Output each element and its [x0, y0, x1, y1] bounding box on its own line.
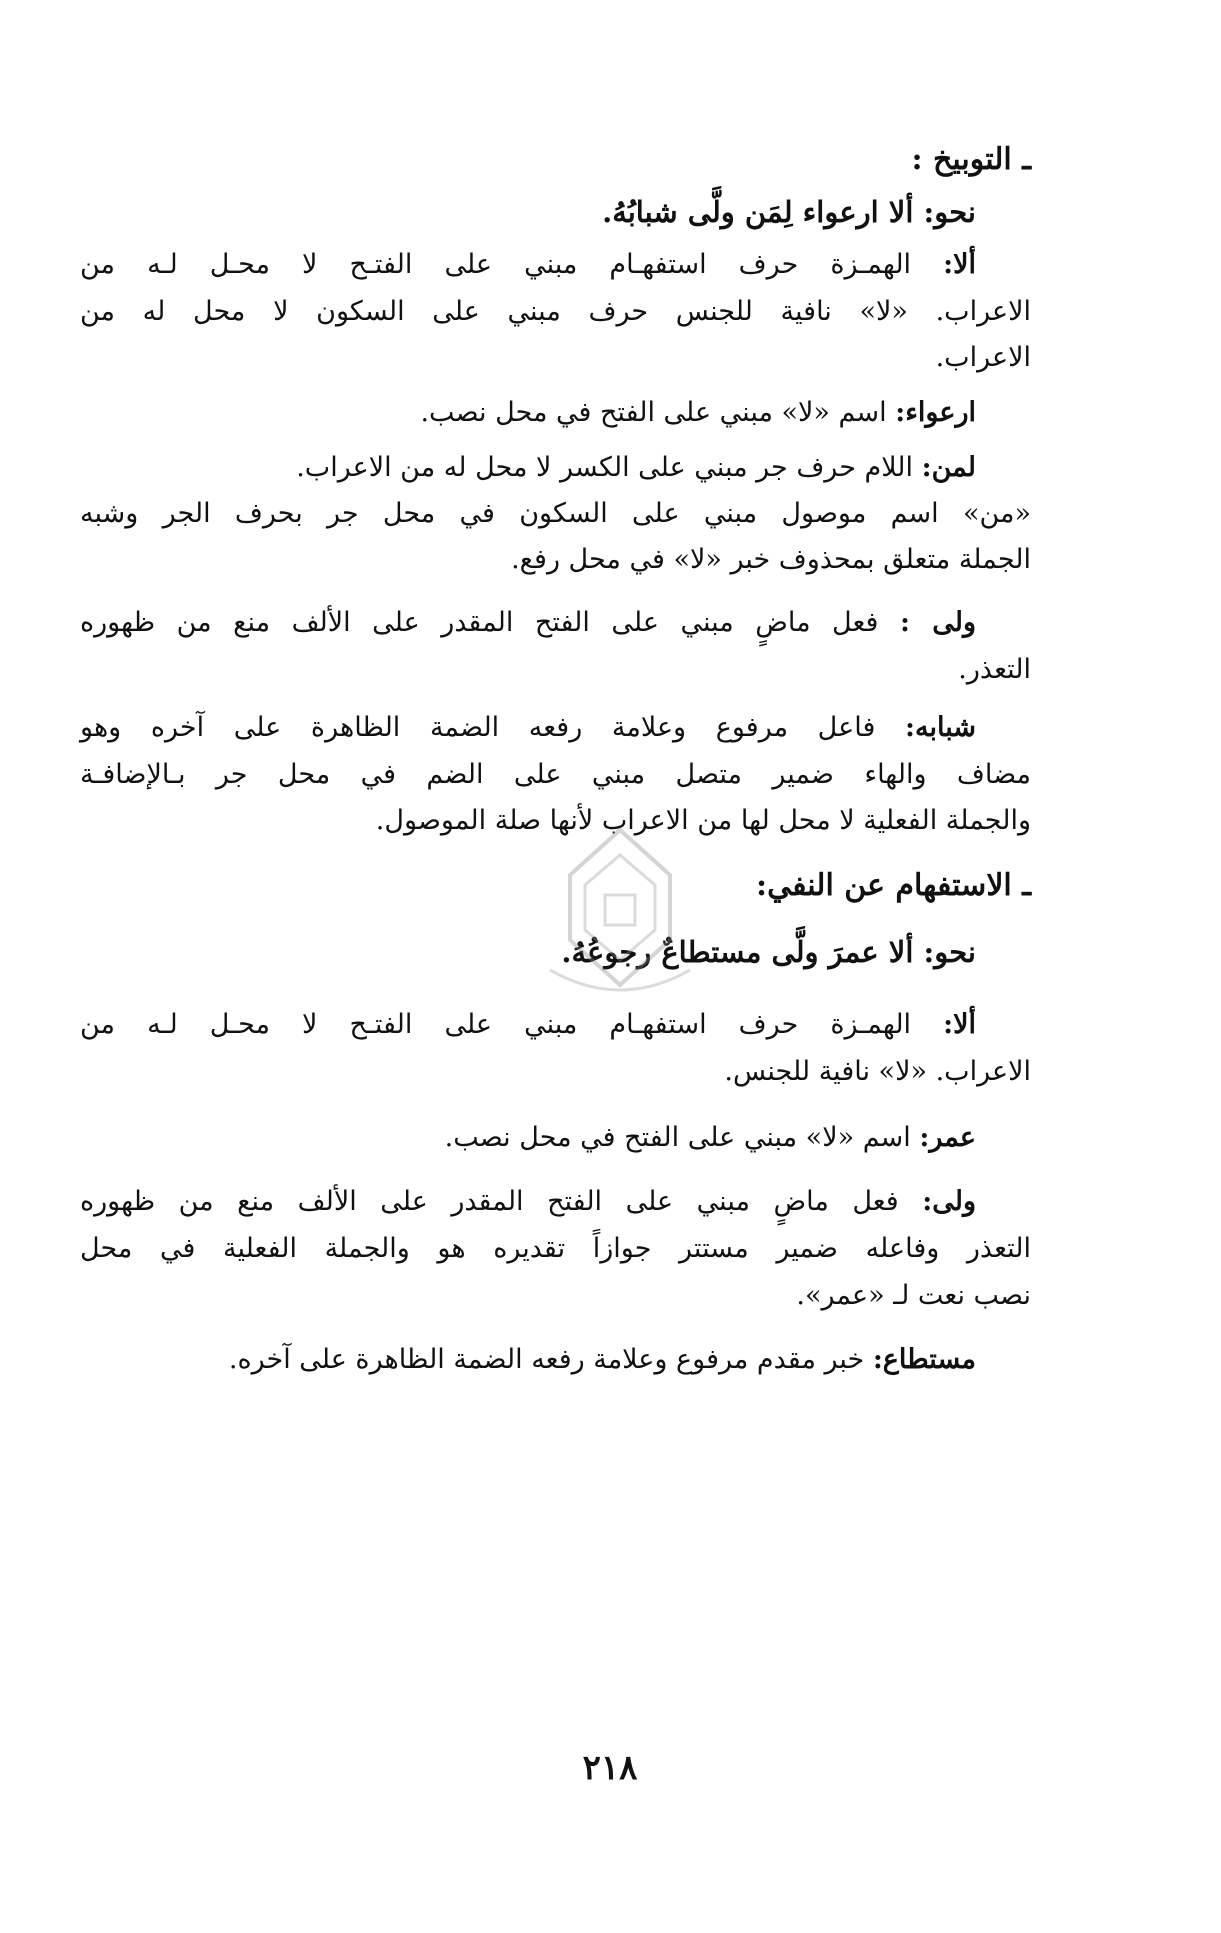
analysis-label: ارعواء:: [895, 397, 976, 428]
analysis-text: فعل ماضٍ مبني على الفتح المقدر على الألف منع من ظهوره: [80, 607, 879, 638]
analysis-text: فعل ماضٍ مبني على الفتح المقدر على الألف منع من ظهوره: [80, 1186, 899, 1217]
analysis-line: [80, 494, 1031, 534]
analysis-text: التعذر وفاعله ضمير مستتر جوازاً تقديره هو والجملة الفعلية في محل: [80, 1233, 1031, 1264]
example-prefix: نحو:: [923, 935, 976, 969]
analysis-text: مضاف والهاء ضمير متصل مبني على الضم في محل جر بـالإضافـة: [80, 759, 1031, 790]
analysis-text: خبر مقدم مرفوع وعلامة رفعه الضمة الظاهرة على آخره.: [228, 1344, 865, 1375]
analysis-text: فاعل مرفوع وعلامة رفعه الضمة الظاهرة على آخره وهو: [80, 712, 876, 743]
analysis-line: [80, 650, 1031, 690]
analysis-text: والجملة الفعلية لا محل لها من الاعراب لأنها صلة الموصول.: [375, 805, 1031, 836]
analysis-label: مستطاع:: [872, 1344, 976, 1375]
section-heading: [80, 140, 1031, 180]
analysis-text: «من» اسم موصول مبني على السكون في محل جر بحرف الجر وشبه: [80, 498, 1031, 529]
analysis-line: [80, 292, 1031, 332]
heading-text: ـ الاستفهام عن النفي:: [756, 868, 1031, 903]
analysis-label: ألا:: [943, 249, 976, 280]
analysis-text: الهمـزة حرف استفهـام مبني على الفتـح لا محـل لـه من: [80, 249, 912, 280]
analysis-line: [80, 1052, 1031, 1092]
analysis-text: الاعراب. «لا» نافية للجنس حرف مبني على السكون لا محل له من: [80, 296, 1031, 327]
analysis-text: الاعراب. «لا» نافية للجنس.: [724, 1056, 1031, 1087]
analysis-text: التعذر.: [958, 654, 1031, 685]
analysis-line: [80, 393, 1031, 433]
analysis-line: [80, 1340, 1031, 1380]
analysis-line: [80, 448, 1031, 488]
analysis-line: [80, 708, 1031, 748]
example-text: ألا ارعواء لِمَن ولَّى شبابُهُ.: [602, 195, 914, 229]
analysis-line: [80, 540, 1031, 580]
analysis-label: عمر:: [919, 1122, 976, 1153]
analysis-text: الهمـزة حرف استفهـام مبني على الفتـح لا محـل لـه من: [80, 1009, 912, 1040]
analysis-label: ألا:: [943, 1009, 976, 1040]
heading-text: ـ التوبيخ :: [911, 142, 1031, 177]
analysis-line: [80, 245, 1031, 285]
page-number: ٢١٨: [582, 1748, 638, 1788]
analysis-text: نصب نعت لـ «عمر».: [796, 1280, 1031, 1311]
analysis-label: لمن:: [921, 452, 976, 483]
analysis-line: [80, 755, 1031, 795]
analysis-line: [80, 603, 1031, 643]
example-prefix: نحو:: [923, 195, 976, 229]
example-text: ألا عمرَ ولَّى مستطاعٌ رجوعُهُ.: [561, 935, 914, 969]
seal-icon: [520, 820, 720, 1020]
analysis-line: [80, 1182, 1031, 1222]
example-sentence: [80, 192, 1031, 232]
analysis-label: ولى :: [899, 607, 976, 638]
analysis-label: شبابه:: [905, 712, 976, 743]
analysis-line: [80, 338, 1031, 378]
analysis-label: ولى:: [922, 1186, 976, 1217]
analysis-line: [80, 1229, 1031, 1269]
analysis-text: الجملة متعلق بمحذوف خبر «لا» في محل رفع.: [511, 544, 1031, 575]
analysis-text: اسم «لا» مبني على الفتح في محل نصب.: [444, 1122, 911, 1153]
analysis-line: [80, 1276, 1031, 1316]
analysis-text: الاعراب.: [935, 342, 1031, 373]
analysis-text: اللام حرف جر مبني على الكسر لا محل له من الاعراب.: [296, 452, 914, 483]
analysis-text: اسم «لا» مبني على الفتح في محل نصب.: [420, 397, 887, 428]
analysis-line: [80, 1118, 1031, 1158]
